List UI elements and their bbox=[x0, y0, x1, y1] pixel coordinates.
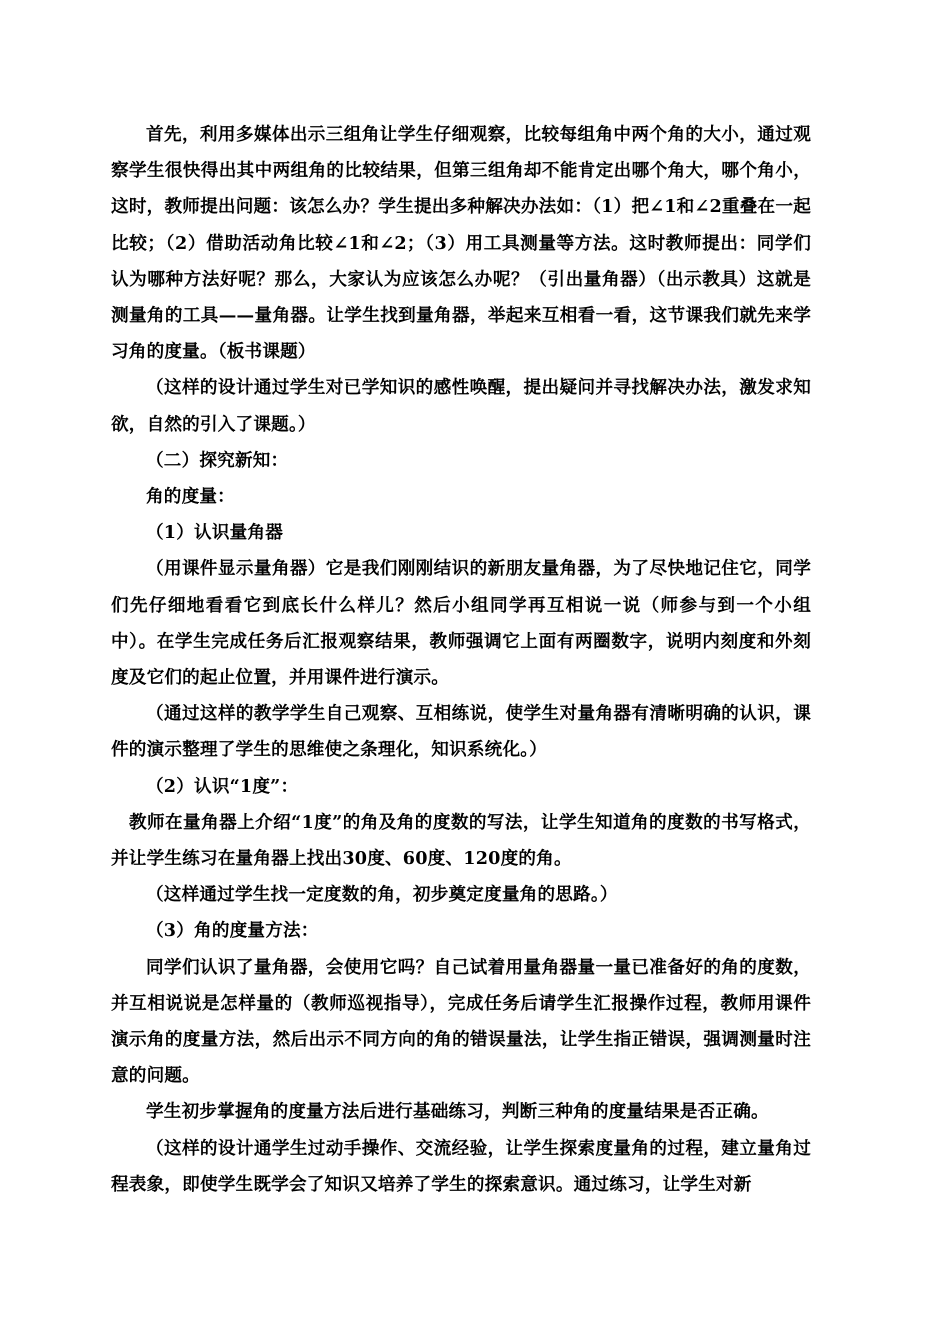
paragraph-one-degree: 教师在量角器上介绍“1度”的角及角的度数的写法，让学生知道角的度数的书写格式，并让学生练习在量角器上找出30度、60度、120度的角。 bbox=[111, 811, 811, 870]
step-heading-protractor: （1）认识量角器 bbox=[146, 522, 283, 544]
step-heading-one-degree: （2）认识“1度”： bbox=[146, 775, 299, 797]
paragraph-design-note-4: （这样的设计通学生过动手操作、交流经验，让学生探索度量角的过程，建立量角过程表象，即使学生既学会了知识又培养了学生的探索意识。通过练习，让学生对新 bbox=[111, 1137, 811, 1195]
subheading-angle-measure: 角的度量： bbox=[146, 486, 235, 508]
paragraph-design-note-2: （通过这样的教学学生自己观察、互相练说，使学生对量角器有清晰明确的认识，课件的演示整理了学生的思维使之条理化，知识系统化。） bbox=[111, 703, 811, 761]
paragraph-method: 同学们认识了量角器，会使用它吗？自己试着用量角器量一量已准备好的角的度数，并互相说说是怎样量的（教师巡视指导），完成任务后请学生汇报操作过程，教师用课件演示角的度量方法，然后出示不同方向的角的错误量法，让学生指正错误，强调测量时注意的问题。 bbox=[111, 956, 811, 1087]
paragraph-design-note-1: （这样的设计通过学生对已学知识的感性唤醒，提出疑问并寻找解决办法，激发求知欲，自然的引入了课题。） bbox=[111, 377, 811, 435]
document-body bbox=[111, 117, 811, 1203]
section-heading-explore: （二）探究新知： bbox=[146, 449, 289, 471]
paragraph-design-note-3: （这样通过学生找一定度数的角，初步奠定度量角的思路。） bbox=[146, 884, 618, 906]
paragraph-protractor: （用课件显示量角器）它是我们刚刚结识的新朋友量角器，为了尽快地记住它，同学们先仔细地看看它到底长什么样儿？然后小组同学再互相说一说（师参与到一个小组中）。在学生完成任务后汇报观察结果，教师强调它上面有两圈数字，说明内刻度和外刻度及它们的起止位置，并用课件进行演示。 bbox=[111, 558, 811, 689]
paragraph-intro: 首先，利用多媒体出示三组角让学生仔细观察，比较每组角中两个角的大小，通过观察学生很快得出其中两组角的比较结果，但第三组角却不能肯定出哪个角大，哪个角小，这时，教师提出问题：该怎么办？学生提出多种解决办法如：（1）把∠1和∠2重叠在一起比较；（2）借助活动角比较∠1和∠2；（3）用工具测量等方法。这时教师提出：同学们认为哪种方法好呢？那么，大家认为应该怎么办呢？（引出量角器）（出示教具）这就是测量角的工具——量角器。让学生找到量角器，举起来互相看一看，这节课我们就先来学习角的度量。（板书课题） bbox=[111, 124, 811, 363]
step-heading-method: （3）角的度量方法： bbox=[146, 920, 319, 942]
paragraph-practice: 学生初步掌握角的度量方法后进行基础练习，判断三种角的度量结果是否正确。 bbox=[146, 1101, 769, 1123]
